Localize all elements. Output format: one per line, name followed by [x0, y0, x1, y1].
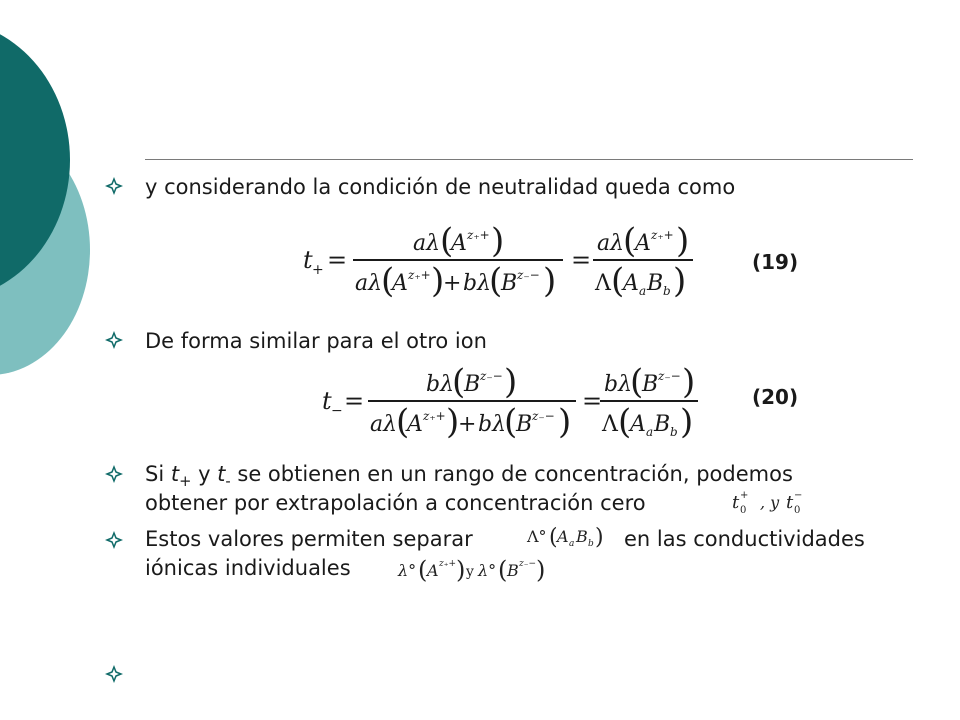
- svg-text:a: a: [569, 539, 575, 549]
- svg-text:0: 0: [740, 505, 747, 516]
- svg-text:z₊+: z₊+: [408, 268, 431, 282]
- bullet-text-3-line2: obtener por extrapolación a concentración cero: [145, 491, 646, 515]
- svg-text:): ): [682, 363, 696, 402]
- bullet-text-4-after: en las conductividades: [624, 527, 865, 551]
- svg-text:A: A: [630, 412, 646, 437]
- svg-text:(: (: [381, 261, 395, 301]
- svg-text:Λ: Λ: [595, 271, 611, 296]
- svg-text:): ): [446, 402, 460, 442]
- svg-text:): ): [536, 556, 546, 584]
- svg-text:=: =: [327, 246, 348, 274]
- svg-text:=: =: [344, 387, 365, 415]
- svg-text:(: (: [504, 402, 518, 442]
- svg-text:(: (: [396, 402, 410, 442]
- svg-text:bλ: bλ: [604, 372, 633, 397]
- svg-text:b: b: [670, 425, 678, 439]
- svg-text:z₋−: z₋−: [658, 369, 681, 383]
- svg-text:A: A: [451, 231, 467, 256]
- svg-text:B: B: [464, 372, 481, 397]
- svg-text:+: +: [312, 262, 324, 278]
- svg-text:0: 0: [794, 505, 801, 516]
- svg-text:(: (: [618, 402, 632, 442]
- svg-text:): ): [676, 222, 690, 261]
- bullet-icon: [105, 177, 123, 195]
- svg-text:bλ: bλ: [463, 271, 492, 296]
- svg-text:t: t: [786, 492, 794, 513]
- svg-text:z₊+: z₊+: [651, 228, 674, 242]
- svg-text:+: +: [458, 412, 477, 437]
- svg-text:, y: , y: [760, 493, 780, 512]
- svg-text:B: B: [654, 412, 671, 437]
- svg-text:λ°: λ°: [398, 561, 417, 580]
- svg-text:A: A: [623, 271, 639, 296]
- bullet-icon: [105, 465, 123, 483]
- svg-text:B: B: [647, 271, 664, 296]
- svg-text:(: (: [611, 261, 625, 301]
- svg-text:b: b: [588, 539, 594, 549]
- svg-text:z₋−: z₋−: [532, 409, 555, 423]
- svg-text:B: B: [501, 271, 518, 296]
- bullet-text-1: y considerando la condición de neutralidad queda como: [145, 175, 736, 199]
- svg-text:A: A: [407, 412, 423, 437]
- bullet-text-3: Si $t_+$ y $t_-$ se obtienen en un rango de concentración, podemos: [145, 462, 793, 491]
- svg-text:(: (: [623, 222, 637, 261]
- svg-text:A: A: [392, 271, 408, 296]
- svg-text:+: +: [443, 271, 462, 296]
- svg-text:A: A: [557, 527, 569, 546]
- svg-text:(: (: [498, 556, 508, 584]
- inline-math-lambda-aabb: [523, 522, 619, 550]
- svg-text:): ): [673, 261, 687, 301]
- svg-text:): ): [491, 222, 505, 261]
- svg-text:t: t: [732, 492, 740, 513]
- bullet-text-2: De forma similar para el otro ion: [145, 329, 487, 353]
- svg-text:(: (: [630, 363, 644, 402]
- svg-text:B: B: [576, 527, 588, 546]
- svg-text:λ°: λ°: [478, 561, 497, 580]
- svg-text:aλ: aλ: [597, 231, 625, 256]
- svg-text:(: (: [549, 525, 558, 550]
- bullet-text-4: Estos valores permiten separar: [145, 527, 473, 551]
- svg-text:=: =: [571, 246, 592, 274]
- svg-text:z₋−: z₋−: [517, 268, 540, 282]
- svg-text:): ): [431, 261, 445, 301]
- inline-math-ionic-conductivities: [396, 554, 556, 586]
- svg-text:+: +: [740, 490, 749, 501]
- svg-text:(: (: [489, 261, 503, 301]
- svg-text:aλ: aλ: [370, 412, 398, 437]
- svg-text:): ): [543, 261, 557, 301]
- bullet-icon: [105, 531, 123, 549]
- svg-text:): ): [504, 363, 518, 402]
- svg-text:z₋−: z₋−: [519, 559, 537, 569]
- svg-text:−: −: [331, 403, 343, 419]
- header-rule: [145, 159, 913, 160]
- svg-text:B: B: [642, 372, 659, 397]
- bullet-icon: [105, 331, 123, 349]
- svg-text:): ): [595, 525, 604, 550]
- bullet-text-4-line2: iónicas individuales: [145, 556, 351, 580]
- equation-19-label: (19): [752, 250, 799, 274]
- svg-text:z₊+: z₊+: [439, 559, 457, 569]
- svg-text:z₊+: z₊+: [423, 409, 446, 423]
- svg-text:(: (: [452, 363, 466, 402]
- svg-text:aλ: aλ: [355, 271, 383, 296]
- svg-text:z₋−: z₋−: [480, 369, 503, 383]
- svg-text:a: a: [646, 425, 654, 439]
- equation-20: [318, 363, 718, 443]
- equation-19: [295, 222, 715, 302]
- svg-text:b: b: [663, 284, 671, 298]
- svg-text:Λ: Λ: [602, 412, 618, 437]
- svg-text:a: a: [639, 284, 647, 298]
- svg-text:=: =: [582, 387, 603, 415]
- svg-text:): ): [680, 402, 694, 442]
- bullet-icon: [105, 665, 123, 683]
- svg-text:(: (: [440, 222, 454, 261]
- svg-text:y: y: [466, 564, 474, 580]
- svg-text:aλ: aλ: [413, 231, 441, 256]
- svg-text:bλ: bλ: [478, 412, 507, 437]
- equation-20-label: (20): [752, 385, 799, 409]
- inline-math-t0: [728, 486, 820, 516]
- svg-text:): ): [558, 402, 572, 442]
- svg-text:−: −: [794, 490, 803, 501]
- svg-text:Λ°: Λ°: [527, 527, 547, 546]
- svg-text:A: A: [427, 561, 439, 580]
- svg-text:bλ: bλ: [426, 372, 455, 397]
- svg-text:t: t: [303, 246, 313, 274]
- svg-text:z₊+: z₊+: [467, 228, 490, 242]
- svg-text:B: B: [507, 561, 519, 580]
- svg-text:t: t: [322, 387, 332, 415]
- svg-text:B: B: [516, 412, 533, 437]
- svg-text:A: A: [635, 231, 651, 256]
- svg-text:(: (: [418, 556, 428, 584]
- svg-text:): ): [456, 556, 466, 584]
